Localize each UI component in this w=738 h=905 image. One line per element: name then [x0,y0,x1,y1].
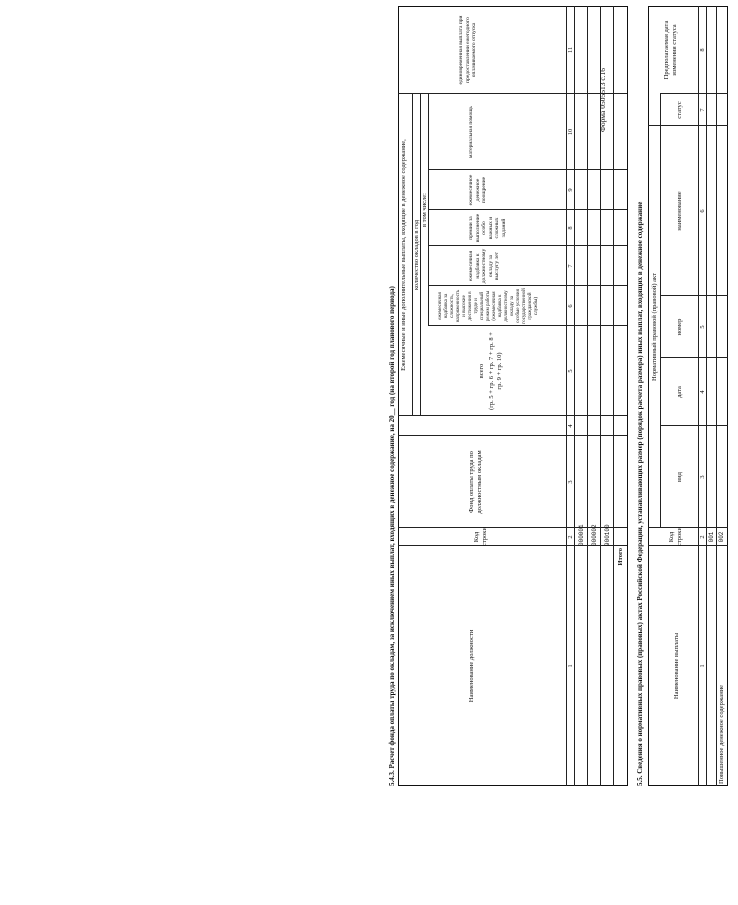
table1-row1-bottom [587,6,588,786]
colnum-3: 3 [567,480,574,484]
header-row-code-2: Код строки [668,527,683,546]
header-row-code: Код строки [473,527,488,546]
header-col8: ежемесячное денежное поощрение [468,174,487,206]
table2-bottom-border [727,6,728,786]
row-code-1: 000001 [578,524,585,546]
header-including: в том числе: [421,193,428,227]
t2-row1-code: 001 [708,531,715,543]
table2-colnum-bottom [706,6,707,786]
header-col10: единовременная выплата при предоставлении ежегодного оплачиваемого отпуска [458,15,477,85]
table1-sep-4 [398,415,628,416]
header-other-payments-sub: количество окладов в год [413,220,420,291]
header-position: Наименование должности [468,629,475,703]
header-status-change-date: Предполагаемая дата изменения статуса [663,20,678,80]
t2-colnum-1: 1 [699,664,706,668]
table1-left-border [398,785,628,786]
section-5-4-3-title: 5.4.3. Расчет фонда оплаты труда по окладам, за исключением иных выплат, входящих в денежное содержание, на 20__ год (на второй год планового периода) [388,286,396,786]
table1-sep-8 [428,209,628,210]
t2-row2-code: 002 [718,531,725,543]
colnum-6: 6 [567,304,574,308]
t2-row2-name: Повышенное денежное содержание [718,684,725,784]
form-sheet [378,0,738,846]
t2-colnum-2: 2 [699,535,706,539]
table1-row2-bottom [600,6,601,786]
table1-sep-10 [398,93,628,94]
t2-colnum-6: 6 [699,209,706,213]
header-col9: материальная помощь [468,106,474,158]
header-name: наименование [676,191,683,231]
colnum-4: 4 [567,424,574,428]
table1-right-border [398,6,628,7]
colnum-2: 2 [567,535,574,539]
header-salary-fund: Фонд оплаты труда по должностным окладам [468,450,483,514]
t2-colnum-8: 8 [699,48,706,52]
header-number: номер [676,318,683,336]
table2-sep-3 [660,425,728,426]
header-date: дата [676,386,683,398]
table1-sep-5 [428,325,628,326]
table1-row3-bottom [613,6,614,786]
table2-sep-4 [660,357,728,358]
header-other-payments: Ежемесячные и иные дополнительные выплаты, входящие в денежное содержание, [400,139,407,371]
colnum-9: 9 [567,188,574,192]
header-payment: Наименование выплаты [673,632,680,700]
table1-top-border [398,6,399,786]
header-kind: вид [676,472,683,482]
colnum-11: 11 [567,46,574,54]
t2-colnum-5: 5 [699,325,706,329]
table1-sep-3 [398,435,628,436]
table1-bottom-border [627,6,628,786]
table2-top-border [648,6,649,786]
form-code-text: Форма 0505513 с.16 [598,67,607,132]
table1-sep-9 [428,169,628,170]
table2-sep-7 [660,295,728,296]
header-act-group: Нормативный правовой (правовой) акт [651,273,658,381]
total-label: Итого [617,548,624,566]
total-code: 900100 [604,524,611,546]
colnum-10: 10 [567,128,574,136]
colnum-8: 8 [567,226,574,230]
colnum-7: 7 [567,264,574,268]
header-total-formula: (гр. 5 + гр. 6 + гр. 7 + гр. 8 + гр. 9 + гр. 10) [488,332,503,410]
table1-sep-6 [428,285,628,286]
t2-colnum-7: 7 [699,108,706,112]
colnum-1: 1 [567,664,574,668]
t2-colnum-4: 4 [699,390,706,394]
table2-sep-6 [660,93,728,94]
row-code-2: 000002 [591,524,598,546]
header-status: статус [676,101,683,119]
header-col6: ежемесячная надбавка к должностному окладу за выслугу лет [468,248,500,284]
header-total: всего [478,363,485,379]
table2-group-line [660,94,661,528]
t2-colnum-3: 3 [699,475,706,479]
table2-row1-bottom [716,6,717,786]
header-col7: премии за выполнение особо важных и сложных заданий [468,213,507,243]
table1-colnum-bottom [574,6,575,786]
section-5-5-title: 5.5. Сведения о нормативных правовых (правовых) актах Российской Федерации, устанавливающих размер (порядок расчета размера) иных выплат, входящих в денежное содержание [636,201,644,786]
colnum-5: 5 [567,369,574,373]
header-col5: ежемесячная надбавка за сложность, напряженность и высокие достижения в труде и специальный режим работы (ежемесячная надбавка к должностному окладу за особые условия государственной гражданской службы) [438,288,539,324]
table1-sep-7 [428,245,628,246]
